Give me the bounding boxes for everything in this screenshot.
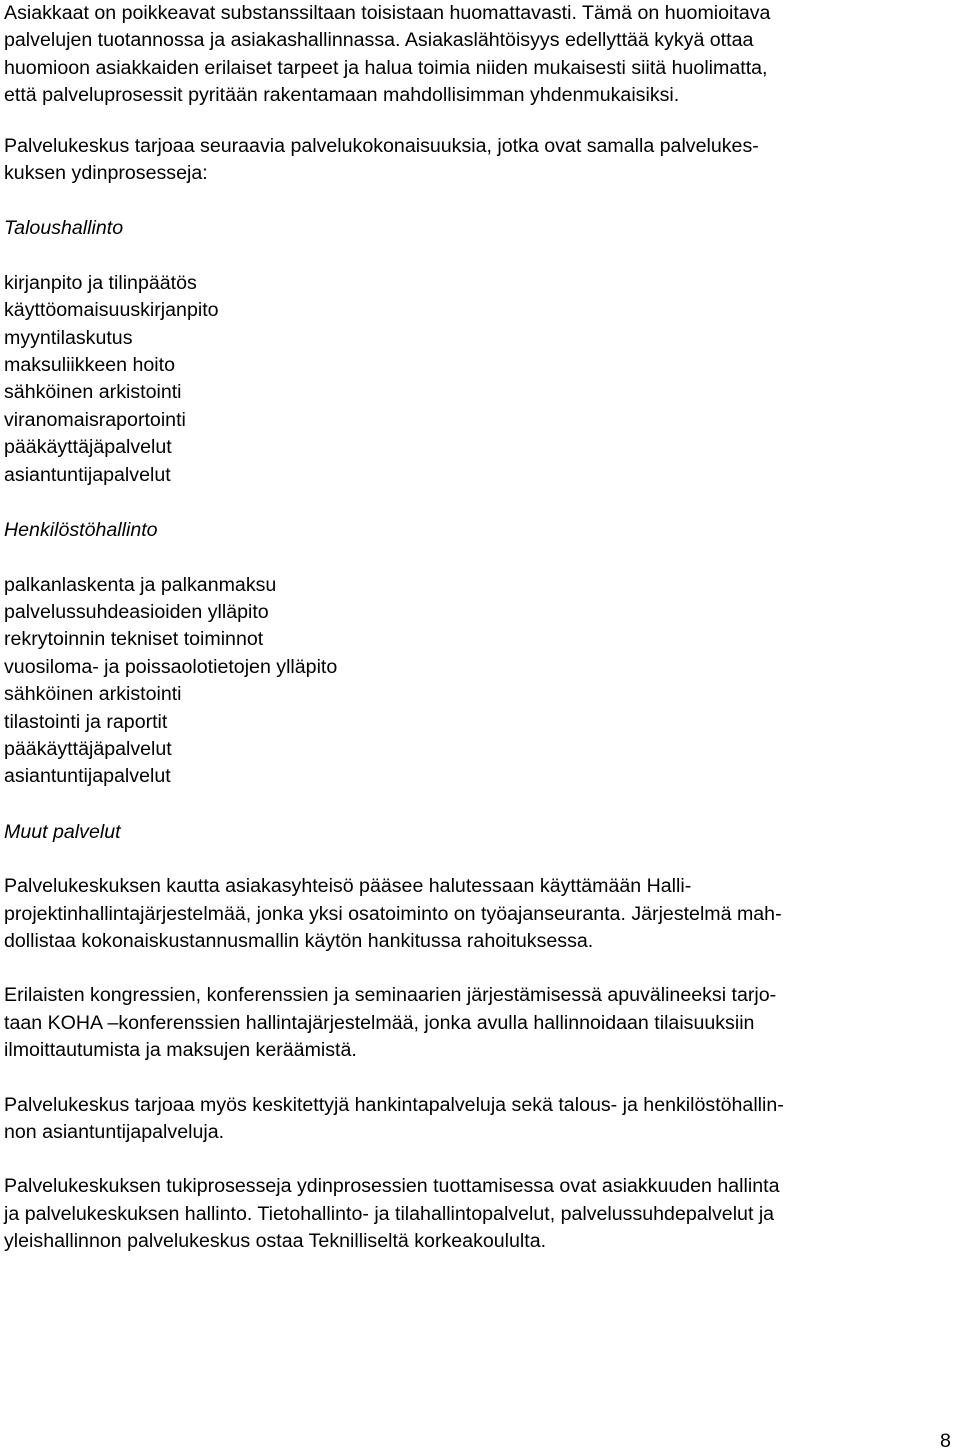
paragraph-line: Palvelukeskuksen tukiprosesseja ydinprosessien tuottamisessa ovat asiakkuuden hallinta (4, 1175, 780, 1198)
section-muut-palvelut (4, 819, 954, 1256)
list-item: asiantuntijapalvelut (4, 765, 171, 788)
support-processes-paragraph (4, 1173, 954, 1255)
paragraph-line: Palvelukeskuksen kautta asiakasyhteisö pääsee halutessaan käyttämään Halli- (4, 875, 692, 898)
paragraph-line: dollistaa kokonaiskustannusmallin käytön hankitussa rahoituksessa. (4, 929, 594, 952)
document-page (4, 0, 954, 1256)
section-henkilostohallinto (4, 517, 954, 791)
halli-paragraph (4, 873, 954, 955)
paragraph-line: Palvelukeskus tarjoaa myös keskitettyjä hankintapalveluja sekä talous- ja henkilöstöhallin- (4, 1093, 784, 1116)
section-taloushallinto (4, 215, 954, 489)
paragraph-line: projektinhallintajärjestelmää, jonka yksi osatoiminto on työajanseuranta. Järjestelmä mah- (4, 902, 782, 925)
services-intro-paragraph (4, 133, 954, 188)
list-item: käyttöomaisuuskirjanpito (4, 299, 219, 322)
list-item: asiantuntijapalvelut (4, 463, 171, 486)
paragraph-line: Erilaisten kongressien, konferenssien ja seminaarien järjestämisessä apuvälineeksi tarjo- (4, 984, 777, 1007)
list-item: pääkäyttäjäpalvelut (4, 436, 172, 459)
list-item: rekrytoinnin tekniset toiminnot (4, 628, 264, 651)
list-item: tilastointi ja raportit (4, 710, 168, 733)
paragraph-line: että palveluprosessit pyritään rakentamaan mahdollisimman yhdenmukaisiksi. (4, 84, 680, 107)
page-number: 8 (940, 1430, 951, 1452)
list-item: kirjanpito ja tilinpäätös (4, 271, 197, 294)
list-item: vuosiloma- ja poissaolotietojen ylläpito (4, 655, 338, 678)
list-item: sähköinen arkistointi (4, 683, 182, 706)
list-item: myyntilaskutus (4, 326, 133, 349)
paragraph-line: huomioon asiakkaiden erilaiset tarpeet ja halua toimia niiden mukaisesti siitä huolimatta, (4, 56, 768, 79)
paragraph-line: ilmoittautumista ja maksujen keräämistä. (4, 1039, 357, 1062)
list-item: palvelussuhdeasioiden ylläpito (4, 600, 269, 623)
section-heading: Muut palvelut (4, 820, 121, 843)
paragraph-line: Palvelukeskus tarjoaa seuraavia palvelukokonaisuuksia, jotka ovat samalla palvelukes- (4, 134, 759, 157)
procurement-paragraph (4, 1092, 954, 1147)
list-item: pääkäyttäjäpalvelut (4, 737, 172, 760)
service-list (4, 572, 954, 791)
paragraph-line: taan KOHA –konferenssien hallintajärjestelmää, jonka avulla hallinnoidaan tilaisuuksiin (4, 1011, 755, 1034)
list-item: sähköinen arkistointi (4, 381, 182, 404)
list-item: palkanlaskenta ja palkanmaksu (4, 573, 277, 596)
service-list (4, 270, 954, 489)
paragraph-line: non asiantuntijapalveluja. (4, 1121, 225, 1143)
section-heading: Henkilöstöhallinto (4, 519, 158, 542)
paragraph-line: ja palvelukeskuksen hallinto. Tietohallinto- ja tilahallintopalvelut, palvelussuhdepalvelut ja (4, 1202, 775, 1225)
paragraph-line: Asiakkaat on poikkeavat substanssiltaan toisistaan huomattavasti. Tämä on huomioitava (4, 2, 771, 24)
koha-paragraph (4, 982, 954, 1064)
list-item: maksuliikkeen hoito (4, 354, 175, 377)
intro-paragraph (4, 0, 954, 110)
paragraph-line: palvelujen tuotannossa ja asiakashallinnassa. Asiakaslähtöisyys edellyttää kykyä ottaa (4, 29, 754, 52)
section-heading: Taloushallinto (4, 217, 124, 240)
paragraph-line: yleishallinnon palvelukeskus ostaa Teknilliseltä korkeakoululta. (4, 1230, 547, 1253)
list-item: viranomaisraportointi (4, 408, 186, 431)
paragraph-line: kuksen ydinprosesseja: (4, 162, 208, 185)
